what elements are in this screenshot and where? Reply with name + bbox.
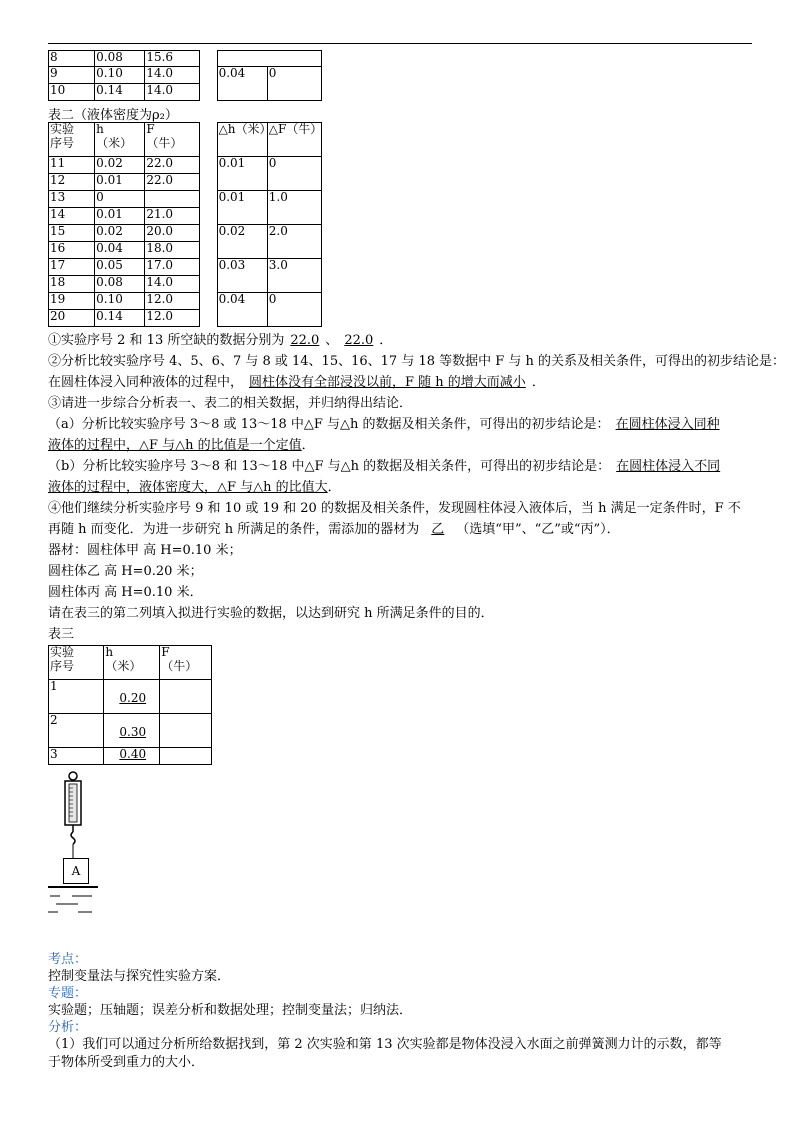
cell: 18	[49, 276, 95, 293]
q4-answer: 乙	[431, 522, 445, 537]
kaodian-heading: 考点：	[48, 952, 88, 967]
cell: 0.14	[95, 310, 145, 327]
h-value: 0.40	[119, 747, 147, 761]
question-2-line-2	[48, 373, 545, 393]
cell: 11	[49, 157, 95, 174]
table-row	[49, 293, 322, 310]
cell: 17	[49, 259, 95, 276]
cell: 17.0	[145, 259, 199, 276]
cell: 14.0	[145, 276, 199, 293]
delta-f-cell: 1.0	[267, 191, 321, 225]
water-surface-icon	[48, 887, 98, 912]
table-row	[49, 157, 322, 174]
table-row	[49, 67, 322, 84]
table-row	[49, 51, 322, 67]
cell: 0.08	[95, 51, 145, 67]
gap-cell	[199, 123, 217, 327]
delta-f-cell: 3.0	[267, 259, 321, 293]
cell: 22.0	[145, 157, 199, 174]
cell: 20	[49, 310, 95, 327]
cell	[160, 680, 212, 714]
cell: 19	[49, 293, 95, 310]
cell	[160, 714, 212, 748]
question-4-line-3: 请在表三的第二列填入拟进行实验的数据，以达到研究 h 所满足条件的目的．	[48, 606, 494, 621]
q3b-text: （b）分析比较实验序号 3～8 和 13～18 中△F 与△h 的数据及相关条件，可得出的初步结论是：	[48, 459, 611, 474]
cell	[104, 680, 160, 714]
cell: 9	[49, 67, 95, 84]
cell: 20.0	[145, 225, 199, 242]
question-1	[48, 331, 392, 351]
cell: 0.05	[95, 259, 145, 276]
q4-options: （选填“甲”、“乙”或“丙”）．	[456, 522, 620, 537]
delta-h-cell: 0.04	[217, 293, 267, 327]
table-header-row	[49, 646, 212, 680]
cell: 0.01	[95, 208, 145, 225]
cell: 15	[49, 225, 95, 242]
q1-separator: 、	[325, 333, 339, 348]
q3a-end: ．	[301, 438, 315, 453]
cell: 0.14	[95, 84, 145, 101]
table-row	[49, 225, 322, 242]
table-2	[48, 122, 322, 327]
cell: 16	[49, 242, 95, 259]
kaodian-text: 控制变量法与探究性实验方案．	[48, 969, 231, 984]
header-cell: F （牛）	[160, 646, 212, 680]
cell: 1	[49, 680, 104, 714]
delta-h-cell: 0.01	[217, 157, 267, 191]
question-3b-line-2	[48, 478, 341, 498]
q1-answer-1: 22.0	[290, 333, 320, 348]
q2-end: ．	[531, 375, 545, 390]
cell: 22.0	[145, 174, 199, 191]
q1-end: ．	[379, 333, 393, 348]
cell: 3	[49, 748, 104, 765]
cell: 21.0	[145, 208, 199, 225]
header-cell: △h（米）	[217, 123, 267, 157]
table-header-row	[49, 123, 322, 157]
q3b-end: ．	[327, 480, 341, 495]
zhuanti-heading: 专题：	[48, 986, 88, 1001]
delta-f-cell: 0	[267, 157, 321, 191]
table-3	[48, 645, 212, 765]
header-cell: F （牛）	[145, 123, 199, 157]
cell	[160, 748, 212, 765]
table-3-caption: 表三	[48, 627, 75, 642]
q3b-answer-part-1: 在圆柱体浸入不同	[616, 459, 721, 474]
gap-cell	[199, 51, 217, 101]
cell: 8	[49, 51, 95, 67]
cell: 0.02	[95, 157, 145, 174]
delta-f-cell: 0	[267, 67, 321, 101]
q3b-answer-part-2: 液体的过程中，液体密度大，△F 与△h 的比值大	[48, 480, 328, 495]
question-3: ③请进一步综合分析表一、表二的相关数据，并归纳得出结论．	[48, 396, 413, 411]
cell: 18.0	[145, 242, 199, 259]
header-cell: 实验 序号	[49, 646, 104, 680]
cell: 14	[49, 208, 95, 225]
equipment-1: 器材：圆柱体甲 高 H=0.10 米；	[48, 543, 242, 558]
q4-text: 再随 h 而变化．为进一步研究 h 所满足的条件，需添加的器材为	[48, 522, 420, 537]
h-value: 0.20	[119, 691, 147, 705]
delta-f-cell: 0	[267, 293, 321, 327]
q3a-answer-part-2: 液体的过程中，△F 与△h 的比值是一个定值	[48, 438, 302, 453]
cell: 12	[49, 174, 95, 191]
q3a-answer-part-1: 在圆柱体浸入同种	[615, 417, 720, 432]
q2-answer: 圆柱体没有全部浸没以前，F 随 h 的增大而减小	[249, 375, 526, 390]
cell	[145, 191, 199, 208]
fenxi-text-line-2: 于物体所受到重力的大小．	[48, 1055, 205, 1070]
q2-text: 在圆柱体浸入同种液体的过程中，	[48, 375, 244, 390]
delta-h-cell: 0.02	[217, 225, 267, 259]
cell: 12.0	[145, 310, 199, 327]
table-row	[49, 191, 322, 208]
question-2-line-1: ②分析比较实验序号 4、5、6、7 与 8 或 14、15、16、17 与 18 等数据中 F 与 h 的关系及相关条件，可得出的初步结论是：	[48, 354, 786, 369]
q3a-text: （a）分析比较实验序号 3～8 或 13～18 中△F 与△h 的数据及相关条件，可得出的初步结论是：	[48, 417, 610, 432]
fenxi-heading: 分析：	[48, 1020, 88, 1035]
delta-h-cell: 0.01	[217, 191, 267, 225]
cell: 0.10	[95, 293, 145, 310]
fenxi-text-line-1: （1）我们可以通过分析所给数据找到，第 2 次实验和第 13 次实验都是物体没浸入水面之前弹簧测力计的示数，都等	[48, 1037, 722, 1052]
table-row	[49, 259, 322, 276]
top-rule	[48, 43, 752, 44]
header-cell: h （米）	[104, 646, 160, 680]
question-3b-line-1	[48, 457, 726, 477]
delta-h-cell: 0.03	[217, 259, 267, 293]
question-4-line-1: ④他们继续分析实验序号 9 和 10 或 19 和 20 的数据及相关条件，发现圆柱体浸入液体后，当 h 满足一定条件时，F 不	[48, 501, 741, 516]
cell: 0.01	[95, 174, 145, 191]
spring-scale-icon	[65, 772, 81, 858]
table-row	[49, 714, 212, 748]
cell	[217, 51, 321, 67]
cell: 0.08	[95, 276, 145, 293]
cell: 10	[49, 84, 95, 101]
cell: 12.0	[145, 293, 199, 310]
cell: 0.04	[95, 242, 145, 259]
cell: 2	[49, 714, 104, 748]
spring-scale-figure	[48, 770, 108, 930]
equipment-3: 圆柱体丙 高 H=0.10 米．	[48, 585, 203, 600]
cell: 0.10	[95, 67, 145, 84]
h-value: 0.30	[119, 725, 147, 739]
delta-f-cell: 2.0	[267, 225, 321, 259]
cell	[104, 714, 160, 748]
cell: 15.6	[145, 51, 199, 67]
q1-answer-2: 22.0	[344, 333, 374, 348]
cell	[104, 748, 160, 765]
table-1-tail	[48, 50, 322, 101]
cell: 14.0	[145, 84, 199, 101]
question-3a-line-2	[48, 436, 315, 456]
cell: 13	[49, 191, 95, 208]
cell: 0	[95, 191, 145, 208]
zhuanti-text: 实验题；压轴题；误差分析和数据处理；控制变量法；归纳法．	[48, 1003, 413, 1018]
equipment-2: 圆柱体乙 高 H=0.20 米；	[48, 564, 203, 579]
header-cell: △F（牛）	[267, 123, 321, 157]
table-row	[49, 680, 212, 714]
header-cell: h （米）	[95, 123, 145, 157]
question-4-line-2	[48, 520, 620, 540]
cylinder-a: A	[63, 858, 89, 884]
table-row	[49, 748, 212, 765]
cell: 0.02	[95, 225, 145, 242]
header-cell: 实验 序号	[49, 123, 95, 157]
table-2-caption: 表二（液体密度为ρ₂）	[48, 108, 178, 123]
cell: 14.0	[145, 67, 199, 84]
delta-h-cell: 0.04	[217, 67, 267, 101]
q1-text: ①实验序号 2 和 13 所空缺的数据分别为	[48, 333, 285, 348]
question-3a-line-1	[48, 415, 726, 435]
